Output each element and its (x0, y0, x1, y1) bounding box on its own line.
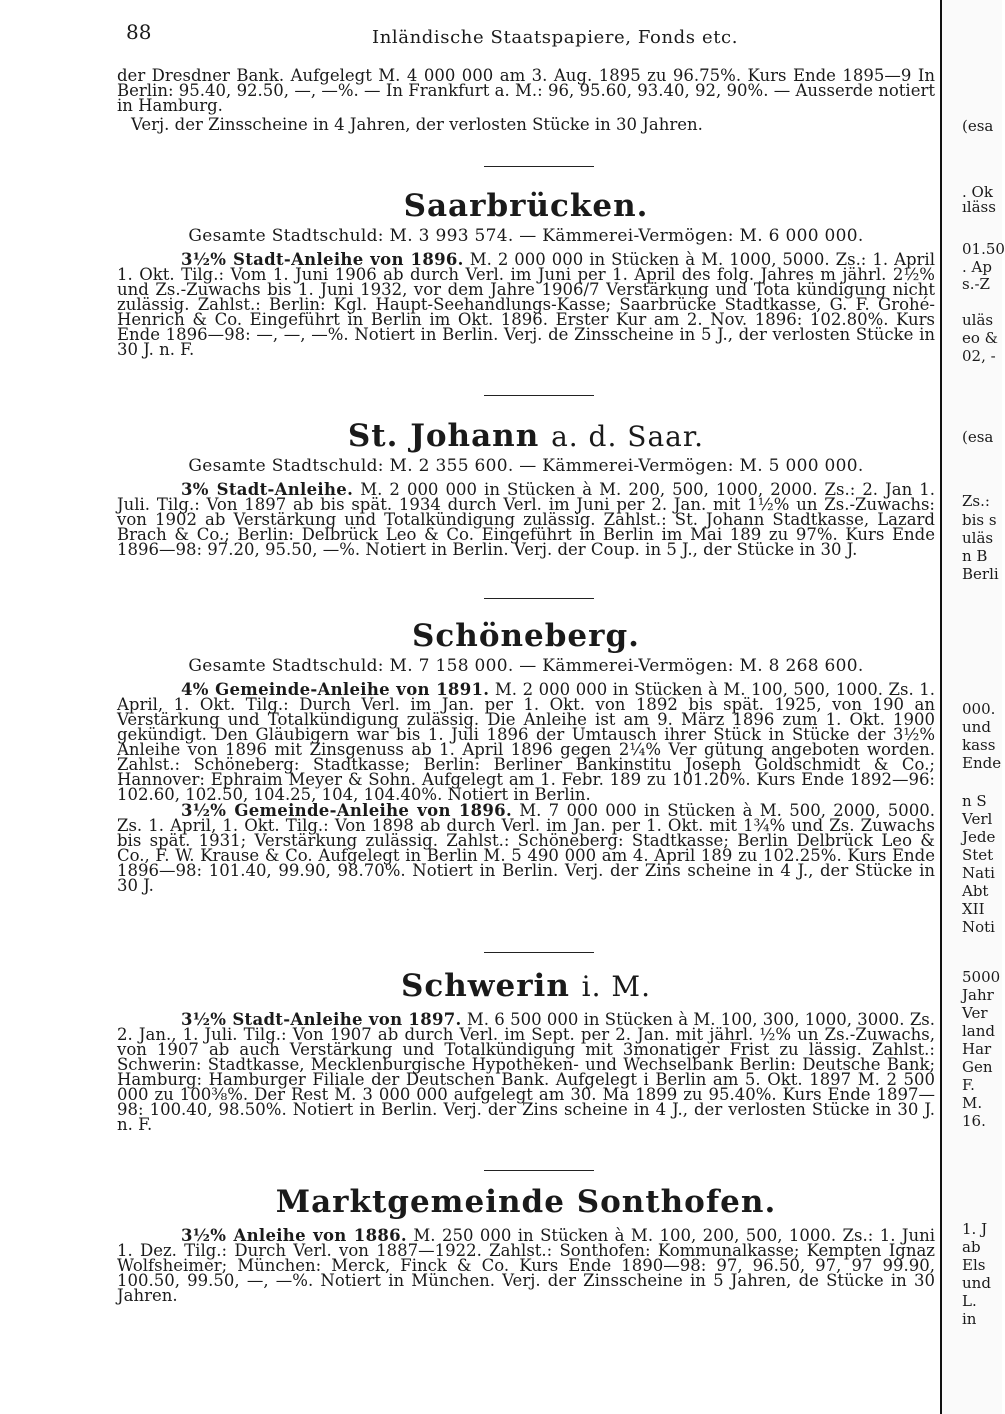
margin-fragment: Ende (962, 754, 1002, 772)
margin-fragment: Verl (962, 810, 993, 828)
section-divider (484, 598, 594, 599)
margin-fragment: Jahr (962, 986, 994, 1004)
intro-verj: Verj. der Zinsscheine in 4 Jahren, der verlosten Stücke in 30 Jahren. (131, 115, 703, 134)
section-schoeneberg (117, 618, 935, 893)
section-subtitle: Gesamte Stadtschuld: M. 3 993 574. — Kämmerei-Vermögen: M. 6 000 000. (188, 226, 864, 246)
entry-lead: 3½% Anleihe von 1886. (181, 1226, 407, 1245)
margin-fragment: . Ap (962, 258, 992, 276)
entry-paragraph (117, 1012, 935, 1132)
entry-text: M. 250 000 in Stücken à M. 100, 200, 500, 1000. Zs.: 1. Juni 1. Dez. Tilg.: Durch Verl. von 1887—1922. Zahlst.: Sonthofen: Kommunalkasse; Kempten Ignaz Wolfsheimer; München: Merck, Finck & Co. Kurs Ende 1890—98: 97, 96.50, 97, 97 99.90, 100.50, 99.50, —, —%. Notiert in München. Verj. der Zinsscheine in 5 Jahren, de Stücke in 30 Jahren. (117, 1226, 936, 1305)
margin-fragment: Noti (962, 918, 995, 936)
section-title (117, 418, 935, 454)
section-title: Saarbrücken. (403, 188, 649, 224)
margin-fragment: (esa (962, 117, 994, 135)
entry-lead: 3½% Gemeinde-Anleihe von 1896. (181, 801, 512, 820)
margin-fragment: Els (962, 1256, 986, 1274)
entry-lead: 3½% Stadt-Anleihe von 1896. (181, 250, 464, 269)
entry-paragraph (117, 682, 935, 802)
margin-fragment: Nati (962, 864, 995, 882)
margin-fragment: Gen (962, 1058, 993, 1076)
section-schwerin (117, 968, 935, 1132)
margin-fragment: L. (962, 1292, 977, 1310)
margin-fragment: Abt (962, 882, 989, 900)
entry-lead: 3% Stadt-Anleihe. (181, 480, 354, 499)
section-subtitle: Gesamte Stadtschuld: M. 7 158 000. — Kämmerei-Vermögen: M. 8 268 600. (188, 656, 864, 676)
margin-fragment: Jede (962, 828, 996, 846)
entry-paragraph (117, 803, 935, 893)
margin-fragment: ıläss (962, 198, 996, 216)
running-head: Inländische Staatspapiere, Fonds etc. (372, 27, 739, 48)
margin-fragment: bis s (962, 511, 997, 529)
section-title: Schöneberg. (412, 618, 640, 654)
section-divider (484, 1170, 594, 1171)
intro-block (117, 68, 935, 132)
margin-fragment: uläs (962, 311, 994, 329)
margin-fragment: Zs.: (962, 492, 990, 510)
intro-paragraph: der Dresdner Bank. Aufgelegt M. 4 000 000 am 3. Aug. 1895 zu 96.75%. Kurs Ende 1895—9 In Berlin: 95.40, 92.50, —, —%. — In Frankfurt a. M.: 96, 95.60, 93.40, 92, 90%. — Ausserde notiert in Hamburg. (117, 66, 935, 115)
margin-fragment: uläs (962, 529, 994, 547)
margin-fragment: Har (962, 1040, 992, 1058)
entry-lead: 4% Gemeinde-Anleihe von 1891. (181, 680, 490, 699)
margin-fragment: XII (962, 900, 985, 918)
entry-text: M. 2 000 000 in Stücken à M. 100, 500, 1000. Zs. 1. April, 1. Okt. Tilg.: Durch Verl. im Jan. per 1. Okt. von 1892 bis spät. 1925, von 190 an Verstärkung und Totalkündigung zulässig. Die Anleihe ist am 9. März 1896 zum 1. Okt. 1900 gekündigt. Den Gläubigern war bis 1. Juli 1896 der Umtausch ihrer Stück in Stücke der 3½% Anleihe von 1896 mit Zinsgenuss ab 1. April 1896 gegen 2¼% Ver gütung angeboten worden. Zahlst.: Schöneberg: Stadtkasse; Berlin: Berliner Bankinstitu Joseph Goldschmidt & Co.; Hannover: Ephraim Meyer & Sohn. Aufgelegt am 1. Febr. 189 zu 101.20%. Kurs Ende 1892—96: 102.60, 102.50, 104.25, 104, 104.40%. Notiert in Berlin. (117, 680, 935, 804)
margin-fragment: kass (962, 736, 996, 754)
entry-paragraph (117, 252, 935, 357)
section-sonthofen (117, 1184, 935, 1303)
entry-text: M. 2 000 000 in Stücken à M. 200, 500, 1000, 2000. Zs.: 2. Jan 1. Juli. Tilg.: Von 1897 ab bis spät. 1934 durch Verl. im Juni per 2. Jan. mit 1½% un Zs.-Zuwachs: von 1902 ab Verstärkung und Totalkündigung zulässig. Zahlst.: St. Johann Stadtkasse, Lazard Brach & Co.; Berlin: Delbrück Leo & Co. Eingeführt in Berlin im Mai 189 zu 97%. Kurs Ende 1896—98: 97.20, 95.50, —%. Notiert in Berlin. Verj. der Coup. in 5 J., der Stücke in 30 J. (117, 480, 935, 559)
page-number: 88 (126, 20, 152, 44)
entry-paragraph (117, 482, 935, 557)
entry-text: M. 6 500 000 in Stücken à M. 100, 300, 1000, 3000. Zs. 2. Jan., 1. Juli. Tilg.: Von 1907 ab durch Verl. im Sept. per 2. Jan. mit jährl. ½% un Zs.-Zuwachs, von 1907 ab auch Verstärkung und Totalkündigung mit 3monatiger Frist zu lässig. Zahlst.: Schwerin: Stadtkasse, Mecklenburgische Hypotheken- und Wechselbank Berlin: Deutsche Bank; Hamburg: Hamburger Filiale der Deutschen Bank. Aufgelegt i Berlin am 5. Okt. 1897 M. 2 500 000 zu 100⅜%. Der Rest M. 3 000 000 aufgelegt am 30. Ma 1899 zu 95.40%. Kurs Ende 1897—98: 100.40, 98.50%. Notiert in Berlin. Verj. der Zins scheine in 4 J., der verlosten Stücke in 30 J. n. F. (117, 1010, 935, 1134)
entry-lead: 3½% Stadt-Anleihe von 1897. (181, 1010, 462, 1029)
section-title: Marktgemeinde Sonthofen. (275, 1184, 777, 1220)
margin-fragment: und (962, 1274, 991, 1292)
margin-fragment: Stet (962, 846, 994, 864)
margin-fragment: s.-Z (962, 275, 990, 293)
margin-fragment: (esa (962, 428, 994, 446)
margin-fragment: land (962, 1022, 996, 1040)
margin-fragment: n B (962, 547, 988, 565)
section-saarbruecken (117, 188, 935, 357)
section-divider (484, 952, 594, 953)
margin-fragment: F. (962, 1076, 975, 1094)
margin-fragment: 02, - (962, 347, 996, 365)
section-divider (484, 395, 594, 396)
margin-fragment: 5000 (962, 968, 1001, 986)
margin-fragment: 16. (962, 1112, 986, 1130)
entry-text: M. 2 000 000 in Stücken à M. 1000, 5000. Zs.: 1. April 1. Okt. Tilg.: Vom 1. Juni 1906 ab durch Verl. im Juni per 1. April des folg. Jahres m jährl. 2½% und Zs.-Zuwachs bis 1. Juni 1932, vor dem Jahre 1906/7 Verstärkung und Tota kündigung nicht zulässig. Zahlst.: Berlin: Kgl. Haupt-Seehandlungs-Kasse; Saarbrücke Stadtkasse, G. F. Grohé-Henrich & Co. Eingeführt in Berlin im Okt. 1896. Erster Kur am 2. Nov. 1896: 102.80%. Kurs Ende 1896—98: —, —, —%. Notiert in Berlin. Verj. de Zinsscheine in 5 J., der verlosten Stücke in 30 J. n. F. (117, 250, 935, 359)
margin-fragment: Berli (962, 565, 999, 583)
section-subtitle: Gesamte Stadtschuld: M. 2 355 600. — Kämmerei-Vermögen: M. 5 000 000. (188, 456, 864, 476)
adjacent-page-edge (940, 0, 1005, 1414)
margin-fragment: 000. (962, 700, 996, 718)
section-title-suffix: i. M. (581, 970, 651, 1003)
entry-text: M. 7 000 000 in Stücken à M. 500, 2000, 5000. Zs. 1. April, 1. Okt. Tilg.: Von 1898 ab durch Verl. im Jan. per 1. Okt. mit 1¾% und Zs. Zuwachs bis spät. 1931; Verstärkung zulässig. Zahlst.: Schöneberg: Stadtkasse; Berlin Delbrück Leo & Co., F. W. Krause & Co. Aufgelegt in Berlin M. 5 490 000 am 4. April 189 zu 102.25%. Kurs Ende 1896—98: 101.40, 99.90, 98.70%. Notiert in Berlin. Verj. der Zins scheine in 4 J., der Stücke in 30 J. (117, 801, 935, 895)
section-st-johann (117, 418, 935, 557)
section-title-main: Schwerin (401, 968, 570, 1004)
margin-fragment: 01.50 (962, 240, 1005, 258)
margin-fragment: 1. J (962, 1220, 988, 1238)
section-title (117, 968, 935, 1004)
entry-paragraph (117, 1228, 935, 1303)
margin-fragment: M. (962, 1094, 983, 1112)
margin-fragment: eo & (962, 329, 999, 347)
section-divider (484, 166, 594, 167)
margin-fragment: in (962, 1310, 977, 1328)
margin-fragment: . Ok (962, 183, 993, 201)
section-title-main: St. Johann (347, 418, 540, 454)
margin-fragment: ab (962, 1238, 981, 1256)
section-title-suffix: a. d. Saar. (551, 420, 705, 453)
margin-fragment: und (962, 718, 991, 736)
margin-fragment: Ver (962, 1004, 988, 1022)
margin-fragment: n S (962, 792, 987, 810)
